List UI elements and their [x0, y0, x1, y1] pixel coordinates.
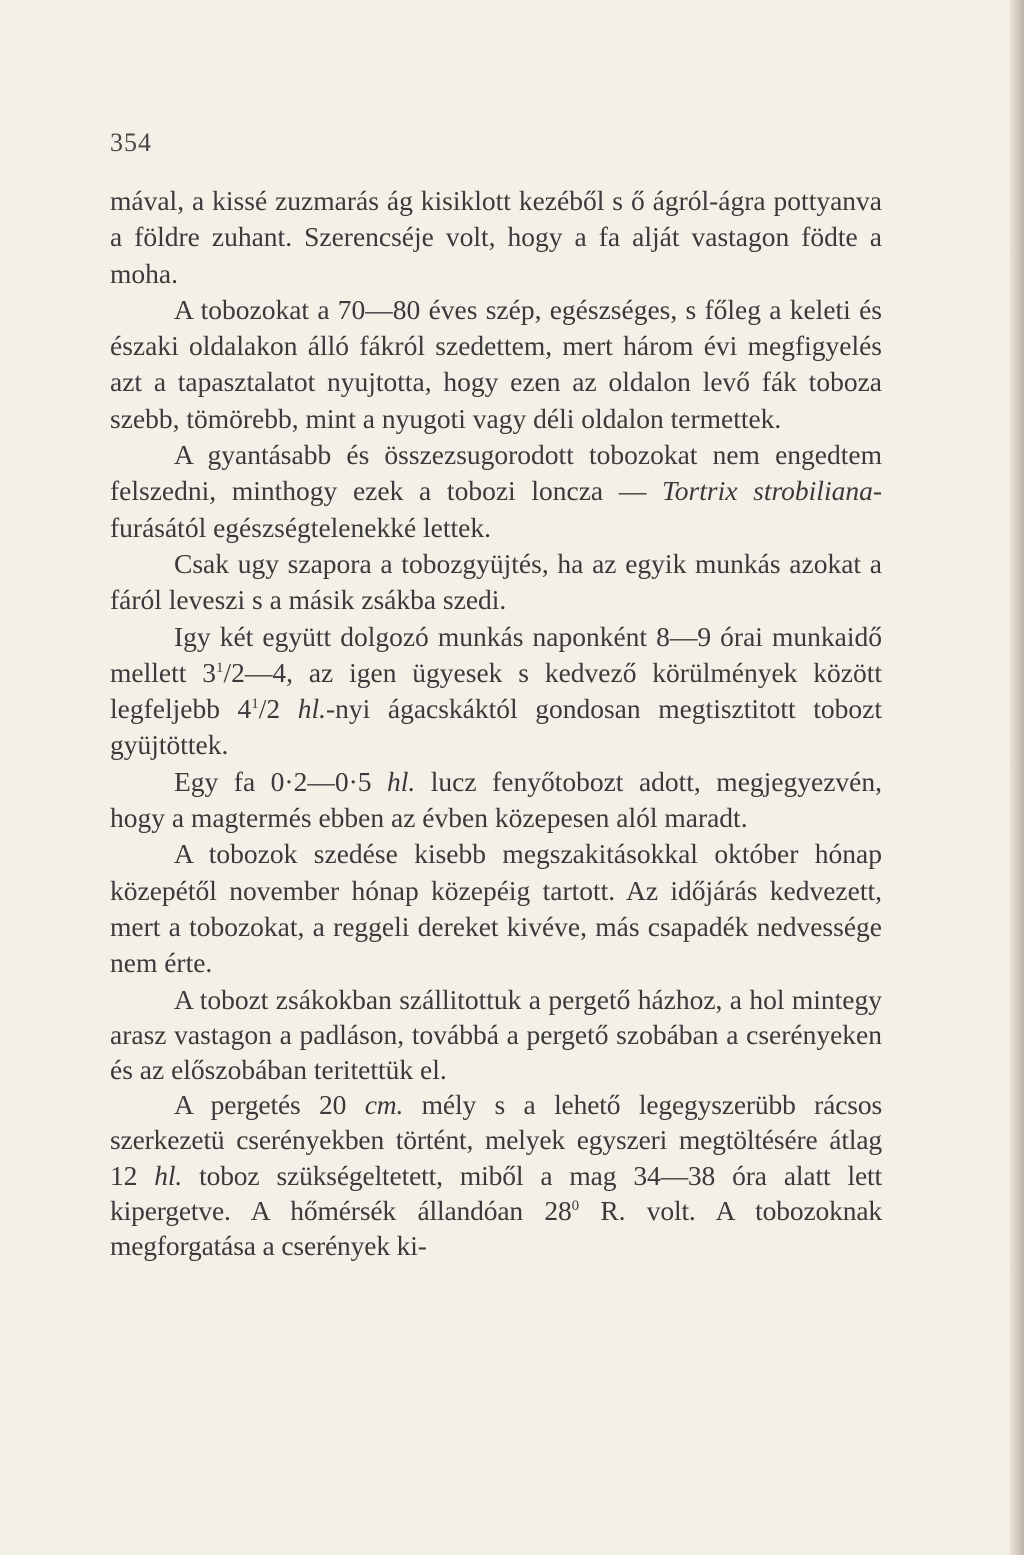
page-number: 354	[110, 128, 152, 157]
paragraph-6	[110, 764, 882, 837]
paragraph-6-unit: hl.	[387, 765, 416, 797]
paragraph-9	[110, 1087, 882, 1263]
paragraph-9-degree: 0	[571, 1197, 579, 1214]
paragraph-6-text-b: lucz fenyőtobozt adott, megjegyezvén, hogy a magtermés ebben az évben közepesen alól maradt.	[110, 765, 882, 834]
paragraph-5-text-c: /2	[258, 693, 298, 725]
paragraph-9-text-a: A pergetés 20	[174, 1089, 365, 1121]
paragraph-9-unit-hl: hl.	[154, 1159, 183, 1191]
paragraph-4: Csak ugy szapora a tobozgyüjtés, ha az egyik munkás azokat a fáról leveszi s a másik zsákba szedi.	[110, 547, 882, 616]
page-edge-shadow	[1010, 0, 1024, 1555]
paragraph-2: A tobozokat a 70—80 éves szép, egészséges, s főleg a keleti és északi oldalakon álló fákról szedettem, mert három évi megfigyelés azt a tapasztalatot nyujtotta, hogy ezen az oldalon levő fák toboza szebb, tömörebb, mint a nyugoti vagy déli oldalon termettek.	[110, 293, 882, 434]
paragraph-3-text-b: -furásától egészségtelenekké lettek.	[110, 475, 883, 543]
paragraph-9-text-b: mély s a lehető legegyszerübb rácsos szerkezetü cserényekben történt, melyek egyszeri megtöltésére átlag 12	[110, 1089, 882, 1191]
paragraph-6-text-a: Egy fa 0·2—0·5	[174, 765, 387, 797]
paragraph-5	[110, 619, 882, 764]
paragraph-3	[110, 437, 882, 546]
paragraph-3-text-a: A gyantásabb és összezsugorodott tobozokat nem engedtem felszedni, minthogy ezek a tobozi loncza —	[110, 439, 882, 507]
paragraph-8: A tobozt zsákokban szállitottuk a pergető házhoz, a hol mintegy arasz vastagon a padláson, továbbá a pergető szobában a cserényeken és az előszobában teritettük el.	[110, 983, 882, 1085]
paragraph-1: mával, a kissé zuzmarás ág kisiklott kezéből s ő ágról-ágra pottyanva a földre zuhant. Szerencséje volt, hogy a fa alját vastagon födte a moha.	[110, 185, 882, 289]
paragraph-9-unit-cm: cm.	[364, 1089, 404, 1121]
paragraph-5-text-a: Igy két együtt dolgozó munkás naponként 8—9 órai munkaidő mellett 3	[110, 620, 882, 688]
paragraph-5-text-d: -nyi ágacskáktól gondosan megtisztitott tobozt gyüjtöttek.	[110, 693, 882, 761]
paragraph-5-unit: hl.	[297, 693, 326, 725]
paragraph-5-text-b: /2—4, az igen ügyesek s kedvező körülmények között legfeljebb 4	[110, 656, 882, 725]
paragraph-7: A tobozok szedése kisebb megszakitásokkal október hónap közepétől november hónap közepéig tartott. Az időjárás kedvezett, mert a tobozokat, a reggeli dereket kivéve, más csapadék nedvessége nem érte.	[110, 838, 882, 979]
body-text	[110, 183, 882, 1263]
paragraph-9-text-d: R. volt. A tobozoknak megforgatása a cserények ki-	[110, 1194, 882, 1261]
paragraph-9-text-c: toboz szükségeltetett, miből a mag 34—38 óra alatt lett kipergetve. A hőmérsék állandóan 28	[110, 1159, 882, 1226]
paragraph-5-sup-1: 1	[215, 659, 224, 676]
paragraph-5-sup-2: 1	[251, 696, 259, 712]
paragraph-3-species-name: Tortrix strobiliana	[662, 475, 873, 507]
